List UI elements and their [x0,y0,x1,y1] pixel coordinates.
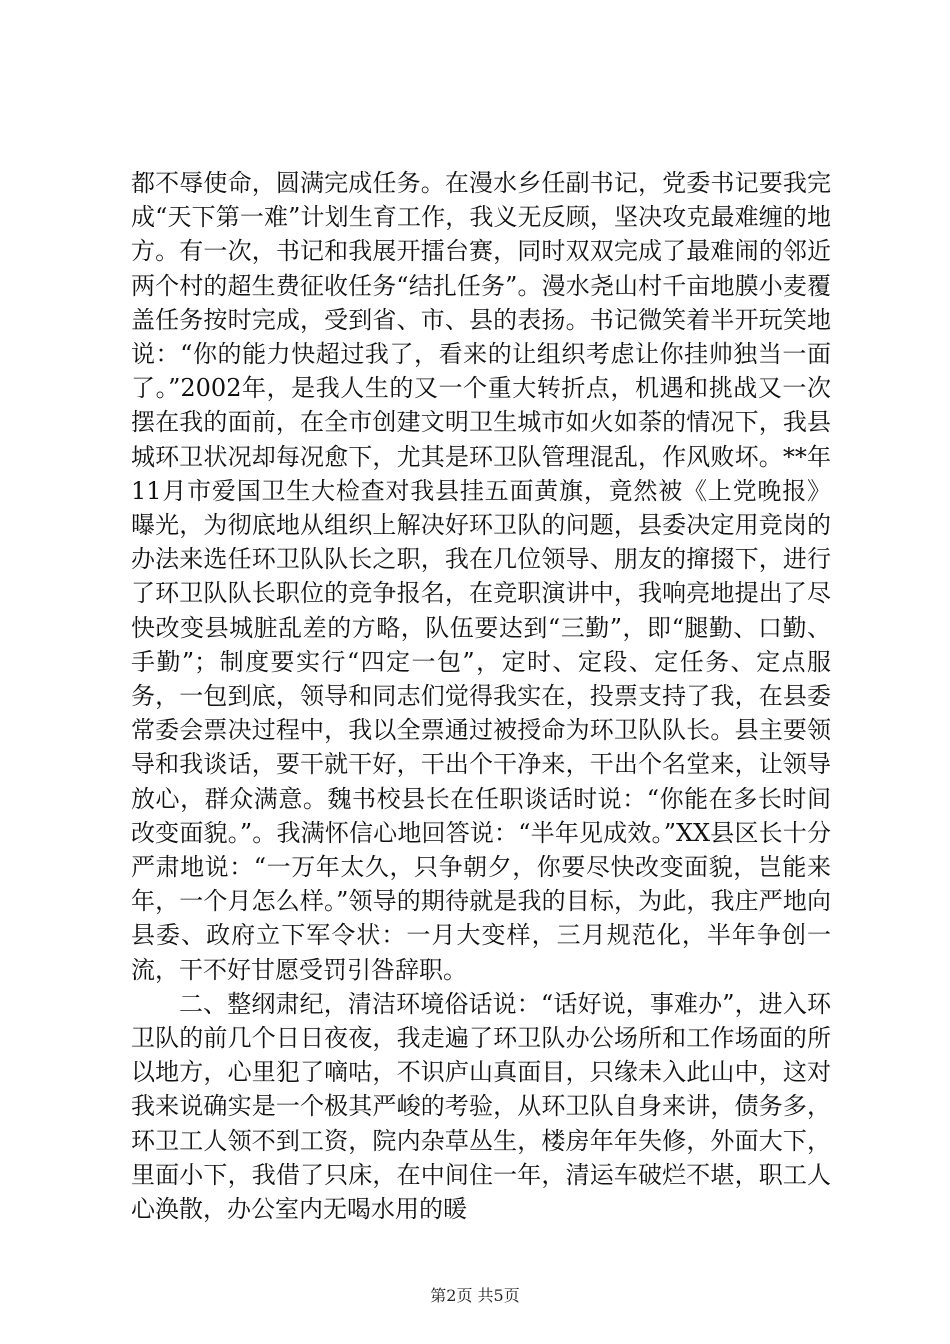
page-number-footer: 第2页 共5页 [430,1286,520,1305]
document-body [131,166,831,1226]
body-paragraph-1: 都不辱使命，圆满完成任务。在漫水乡任副书记，党委书记要我完成“天下第一难”计划生育工作，我义无反顾，坚决攻克最难缠的地方。有一次，书记和我展开擂台赛，同时双双完成了最难闹的邻近两个村的超生费征收任务“结扎任务”。漫水尧山村千亩地膜小麦覆盖任务按时完成，受到省、市、县的表扬。书记微笑着半开玩笑地说：“你的能力快超过我了，看来的让组织考虑让你挂帅独当一面了。”2002年，是我人生的又一个重大转折点，机遇和挑战又一次摆在我的面前，在全市创建文明卫生城市如火如荼的情况下，我县城环卫状况却每况愈下，尤其是环卫队管理混乱，作风败坏。**年11月市爱国卫生大检查对我县挂五面黄旗，竟然被《上党晚报》曝光，为彻底地从组织上解决好环卫队的问题，县委决定用竞岗的办法来选任环卫队队长之职，我在几位领导、朋友的撺掇下，进行了环卫队队长职位的竞争报名，在竞职演讲中，我响亮地提出了尽快改变县城脏乱差的方略，队伍要达到“三勤”，即“腿勤、口勤、手勤”；制度要实行“四定一包”，定时、定段、定任务、定点服务，一包到底，领导和同志们觉得我实在，投票支持了我，在县委常委会票决过程中，我以全票通过被授命为环卫队队长。县主要领导和我谈话，要干就干好，干出个干净来，干出个名堂来，让领导放心，群众满意。魏书校县长在任职谈话时说：“你能在多长时间改变面貌。”。我满怀信心地回答说：“半年见成效。”XX县区长十分严肃地说：“一万年太久，只争朝夕，你要尽快改变面貌，岂能来年，一个月怎么样。”领导的期待就是我的目标，为此，我庄严地向县委、政府立下军令状：一月大变样，三月规范化，半年争创一流，干不好甘愿受罚引咎辞职。 [131,169,831,984]
body-paragraph-2: 二、整纲肃纪，清洁环境俗话说：“话好说，事难办”，进入环卫队的前几个日日夜夜，我走遍了环卫队办公场所和工作场面的所以地方，心里犯了嘀咕，不识庐山真面目，只缘未入此山中，这对我来说确实是一个极其严峻的考验，从环卫队自身来讲，债务多，环卫工人领不到工资，院内杂草丛生，楼房年年失修，外面大下，里面小下，我借了只床，在中间住一年，清运车破烂不堪，职工人心涣散，办公室内无喝水用的暖 [131,989,831,1224]
